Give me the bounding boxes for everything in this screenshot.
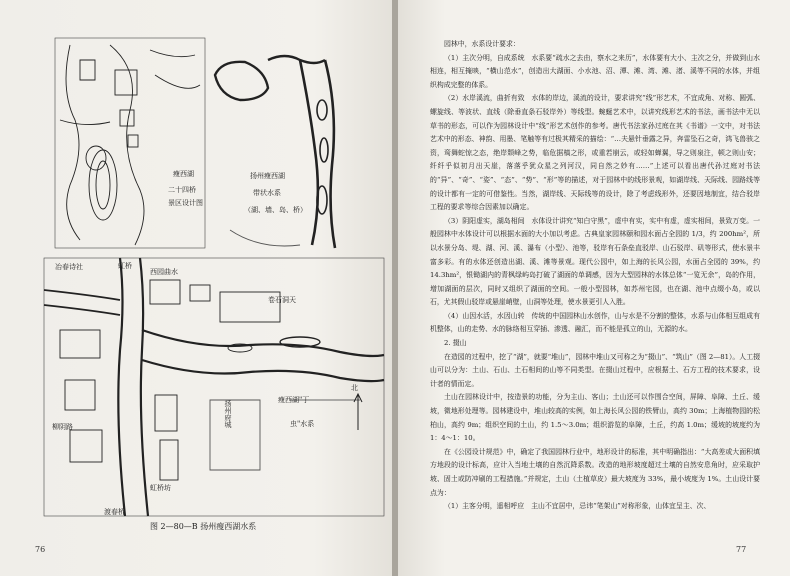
paragraph-6: 土山在园林设计中，按造景的功能，分为主山、客山；土山还可以作围合空间，屏障、阜障、土丘、缓坡，微地形处理等。园林建设中，堆山较高的实例，如上海长风公园的铁臂山，高约 30m；上海植物园的松柏山，高约 9m；组织空间的土山，约 1.5～3.0m；组织游览的阜障，土丘，约高 1.0m；缓坡的坡度约为 1：4～1：10。 <box>430 393 760 443</box>
left-page <box>0 0 392 576</box>
label-belt-water-system: 带状水系 <box>253 189 281 197</box>
water-channel <box>268 56 325 63</box>
paragraph-5: 在造园的过程中，挖了“湖”，就要“堆山”，园林中堆山又可称之为“掇山”、“筑山”（图 2—81）。人工掇山可以分为：土山、石山、土石相间的山等不同类型。在掇山过程中，应根据土、石方工程的技术要求，设计者的情而定。 <box>430 352 760 388</box>
main-waterway <box>140 258 148 516</box>
figure-drawings <box>0 0 392 576</box>
building <box>150 280 180 304</box>
water-channel <box>300 60 318 245</box>
paragraph-7: 在《公园设计规范》中，确定了我国园林行业中，地形设计的标准，其中明确指出：“大高差或大面积填方地段的设计标高，应计入当地土壤的自然沉降系数。改造的地形坡度超过土壤的自然安息角时，应采取护坡、固土或防冲刷的工程措施。”并规定，土山（土植草皮）最大坡度为 33%，最小坡度为 1%。土山设计要点为： <box>430 447 760 497</box>
plan-frame-top-left <box>55 38 205 248</box>
page-number-left: 76 <box>35 545 46 554</box>
page-number-right: 77 <box>736 545 747 554</box>
label-twenty-four-bridges: 二十四桥 <box>168 186 196 194</box>
paragraph-1: （1）主次分明，自成系统 水系要“疏水之去由，察水之来历”，水体要有大小、主次之分，并做到山水相连，相互掩映，“横山范水”，创造出大湖面、小水池、沼、潭、滩、湾、滩、渚、溪等不同的水体，并组织构成完整的体系。 <box>430 53 760 89</box>
label-design-plan: 景区设计图 <box>168 199 203 207</box>
building <box>115 70 137 95</box>
water-channel <box>142 330 384 356</box>
label-duchunqiao: 渡春桥 <box>104 508 125 516</box>
label-yangzhou-shouxihu: 扬州瘦西湖 <box>250 172 285 180</box>
figure-caption: 图 2—80—B 扬州瘦西湖水系 <box>150 522 257 531</box>
label-shouxihu: 瘦西湖 <box>173 170 194 178</box>
label-juanshipingtian: 卷石洞天 <box>268 296 296 304</box>
label-lake-wall-island-bridge: （湖、墙、岛、桥） <box>244 206 307 214</box>
figure-shouxihu-water-system <box>0 0 392 576</box>
label-liuyinlu: 柳阴路 <box>52 423 73 431</box>
water-channel <box>325 60 335 248</box>
island <box>317 100 327 120</box>
label-hongqiao-fang: 虹桥坊 <box>150 484 171 492</box>
paragraph-8: （1）主客分明，遥相呼应 主山不宜居中，忌讳“笔架山”对称形象，山体宜呈主、次、 <box>444 502 711 511</box>
label-zi-shui: 虫"水系 <box>290 420 315 428</box>
label-hongqiao: 虹桥 <box>118 262 132 270</box>
paragraph-3: （3）阴阳虚实，湖岛相间 水体设计讲究“知白守黑”，虚中有实，实中有虚，虚实相间，景致万变。一般园林中水体设计可以根据水面的大小加以考虑。古典皇家园林颐和园水面占全园的 1/3，约 200hm²，所以水景分岛、堤、湖、河、溪、瀑布（小型）、池等，驳岸有石条垒直驳岸、山石驳岸、矶等形式，使水景丰富多彩。有的水体还创造出湖、溪、滩等景观。现代公园中，如上海的长风公园，水面占全园的 39%，约 14.3hm²，银锄湖内的青枫绿屿岛打破了湖面的单调感，因为大型园林的水体总体“一览无余”，岛的作用，增加湖面的层次，同时又组织了湖面的空间。一般小型园林，如苏州宅园，也在湖、池中点缀小岛，或以石，尤其假山驳岸或悬崖峭壁，山洞等处理，使水景更引人入胜。 <box>430 216 760 307</box>
paragraph-2: （2）水岸溪流，曲折有致 水体的岸边，溪流的设计，要求讲究“线”形艺术，不宜成角、对称、圆弧、螺旋线、等波状、直线（除垂直条石驳岸外）等线型。蜿蜒艺术中，以讲究线形艺术的书法，画书法中无以草书的形态，可以作为园林设计中“线”形艺术创作的参考。唐代书法家孙过庭在其《书谱》一文中，对书法艺术中的形态、神韵、用墨、笔触等有过极其精采的描绘：“…夫悬针垂露之异，奔雷坠石之奇，鸿飞兽骇之资，鸾舞蛇惊之态，绝岸颓峰之势，临危据槁之形，或重若崩云，或轻如蝉翼，导之则泉注，顿之则山安；纤纤乎似初月出天崖，落落乎犹众星之列河汉，同自然之妙有……”上述可以看出唐代孙过庭对书法的“异”、“奇”、“姿”、“态”、“势”、“形”等的描述，对于园林中的线形景观，如湖岸线、天际线、园路线等的设计都有一定的可借鉴性。当然，湖岸线、天际线等的设计，除了考虑线形外，还要因地制宜，结合驳岸工程的要求等综合因素加以确定。 <box>430 94 760 212</box>
paragraph-4: （4）山因水活，水因山转 传统的中国园林山水创作，山与水是不分割的整体，水系与山体相互组成有机整体，山的走势、水的脉络相互穿插、渗透、融汇，而不能是孤立的山，无源的水。 <box>430 311 760 334</box>
island <box>89 150 117 220</box>
body-text <box>430 38 760 514</box>
shoreline <box>66 45 80 240</box>
label-yechunshishe: 冶春诗社 <box>55 263 83 271</box>
water-channel <box>142 360 384 381</box>
shoreline <box>150 50 195 57</box>
paragraph-intro: 园林中，水系设计要求： <box>444 40 520 48</box>
label-shouxihu-ding: 瘦西湖"丁 <box>278 396 310 404</box>
label-xiyuanqushui: 西园曲水 <box>150 268 178 276</box>
label-north: 北 <box>351 384 358 392</box>
label-yangzhou-fucheng: 扬州府城 <box>224 400 232 428</box>
section-heading-dieshan: 2. 掇山 <box>444 339 467 348</box>
main-waterway <box>118 258 125 516</box>
lake-outline <box>215 62 268 100</box>
